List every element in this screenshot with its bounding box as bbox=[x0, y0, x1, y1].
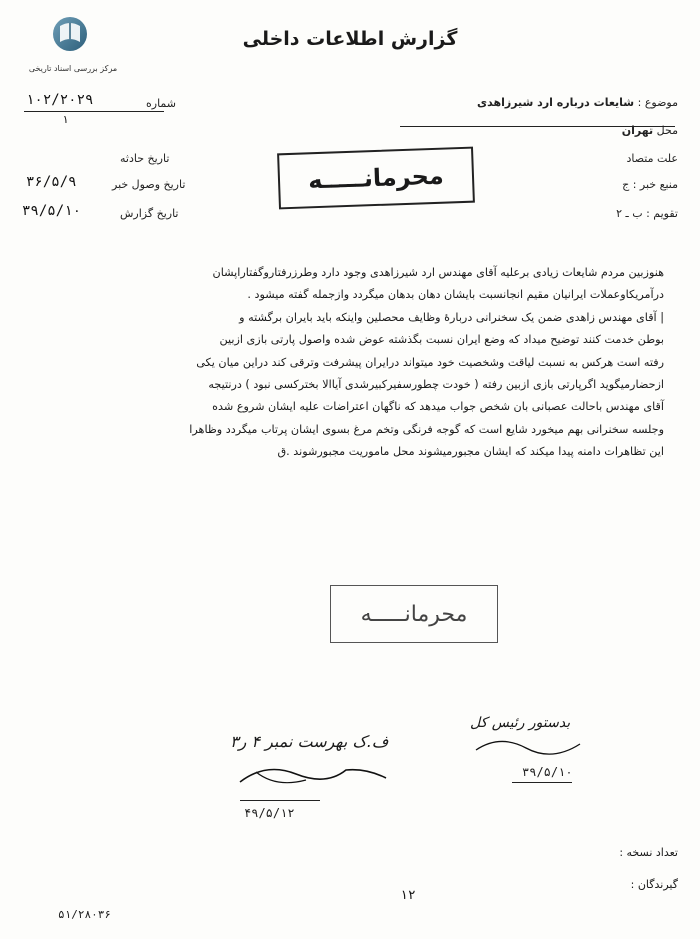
assessment-label: تقویم bbox=[653, 207, 678, 220]
body-line: رفته است هرکس به نسبت لیاقت وشخصیت خود میتواند درایران پیشرفت وترقی کند دراین میان یکی bbox=[196, 355, 664, 369]
page-mark: ۱۲ bbox=[400, 888, 416, 903]
subject-value: شایعات درباره ارد شیرزاهدی bbox=[477, 96, 635, 109]
assessment-value: ب ـ ۲ bbox=[616, 207, 643, 220]
body-line: بوطن خدمت کنند توضیح میداد که وضع ایران نسبت بگذشته عوض شده واصول پارتی بازی ازبین bbox=[219, 333, 664, 347]
archive-logo bbox=[18, 14, 118, 74]
recipients-label: گیرندگان : bbox=[630, 878, 678, 891]
right-signature bbox=[470, 712, 570, 731]
subject-row: موضوع : شایعات درباره ارد شیرزاهدی bbox=[477, 96, 678, 109]
report-date-value: ۳۹/۵/۱۰ bbox=[22, 203, 82, 219]
source-value: ج bbox=[622, 178, 630, 191]
source-row: منبع خبر : ج bbox=[622, 178, 678, 191]
archive-code: ۵۱/۲۸۰۳۶ bbox=[58, 908, 111, 921]
confidential-stamp-middle bbox=[330, 585, 498, 643]
left-date-underline bbox=[240, 800, 320, 801]
body-line: | آقای مهندس زاهدی ضمن یک سخنرانی دربارۀ وظایف محصلین واینکه باید بایران برگشته و bbox=[239, 310, 664, 324]
copies-label: تعداد نسخه : bbox=[619, 846, 678, 859]
left-signature-date: ۴۹/۵/۱۲ bbox=[244, 806, 295, 820]
body-line: هنوزبین مردم شایعات زیادی برعلیه آقای مهندس ارد شیرزاهدی وجود دارد وطرزرفتاروگفتاراپشان bbox=[212, 266, 664, 279]
body-line: ازحضارمیگوید اگرپارتی بازی ازبین رفته ( خودت چطورسفیرکبیرشدی آیاالا بخترکسی نبود ) درنتیجه bbox=[208, 378, 664, 392]
assessment-row: تقویم : ب ـ ۲ bbox=[616, 207, 678, 220]
left-signature-text: ف.ک بهرست نمبر ۴ ر۳ bbox=[230, 732, 389, 751]
receipt-date-value: ۳۶/۵/۹ bbox=[26, 174, 77, 190]
source-label: منبع خبر bbox=[639, 178, 678, 191]
body-line: درآمریکاوعملات ایرانیان مقیم انجانسبت بایشان دهان بدهان میگردد وازجمله گفته میشود . bbox=[247, 288, 664, 302]
confidential-stamp-middle-text: محرمانـــــه bbox=[360, 601, 468, 627]
left-signature bbox=[230, 732, 388, 751]
body-line: این تظاهرات دامنه پیدا میکند که ایشان مجبورمیشوند محل ماموریت مجبورشوند .ق bbox=[277, 445, 664, 459]
signature-scribble-icon bbox=[236, 752, 406, 792]
body-line: وجلسه سخنرانی بهم میخورد شایع است که گوجه فرنگی وتخم مرغ بسوی ایشان پرتاب میگردد وظاهرا bbox=[189, 422, 664, 436]
number-underline bbox=[24, 111, 164, 112]
event-date-label: تاریخ حادثه bbox=[120, 152, 170, 165]
number-sub: ۱ bbox=[62, 113, 69, 126]
location-row bbox=[622, 124, 678, 137]
body-line: آقای مهندس باحالت عصبانی بان شخص جواب میدهد که ناگهان اعتراضات علیه ایشان شروع شده bbox=[212, 400, 664, 414]
right-signature-date: ۳۹/۵/۱۰ bbox=[522, 765, 573, 779]
right-date-underline bbox=[512, 782, 572, 783]
receipt-date-label: تاریخ وصول خبر bbox=[112, 178, 186, 191]
report-title: گزارش اطلاعات داخلی bbox=[242, 28, 458, 50]
number-label: شماره bbox=[146, 97, 177, 110]
report-body bbox=[44, 262, 664, 464]
right-signature-text: بدستور رئیس کل bbox=[470, 715, 571, 731]
archive-logo-text: مرکز بررسی اسناد تاریخی bbox=[28, 64, 118, 73]
location-value: تهران bbox=[621, 124, 654, 137]
initials-scribble-icon bbox=[470, 730, 590, 760]
report-date-label: تاریخ گزارش bbox=[120, 207, 179, 220]
location-label: محل bbox=[656, 124, 678, 137]
confidential-stamp-top bbox=[277, 147, 475, 210]
meta-label: علت متصاد bbox=[626, 152, 678, 165]
confidential-stamp-top-text: محرمانـــــه bbox=[307, 161, 445, 195]
subject-label: موضوع bbox=[644, 96, 678, 109]
archive-emblem-icon bbox=[46, 14, 94, 54]
number-value: ۱۰۲/۲۰۲۹ bbox=[26, 92, 94, 108]
